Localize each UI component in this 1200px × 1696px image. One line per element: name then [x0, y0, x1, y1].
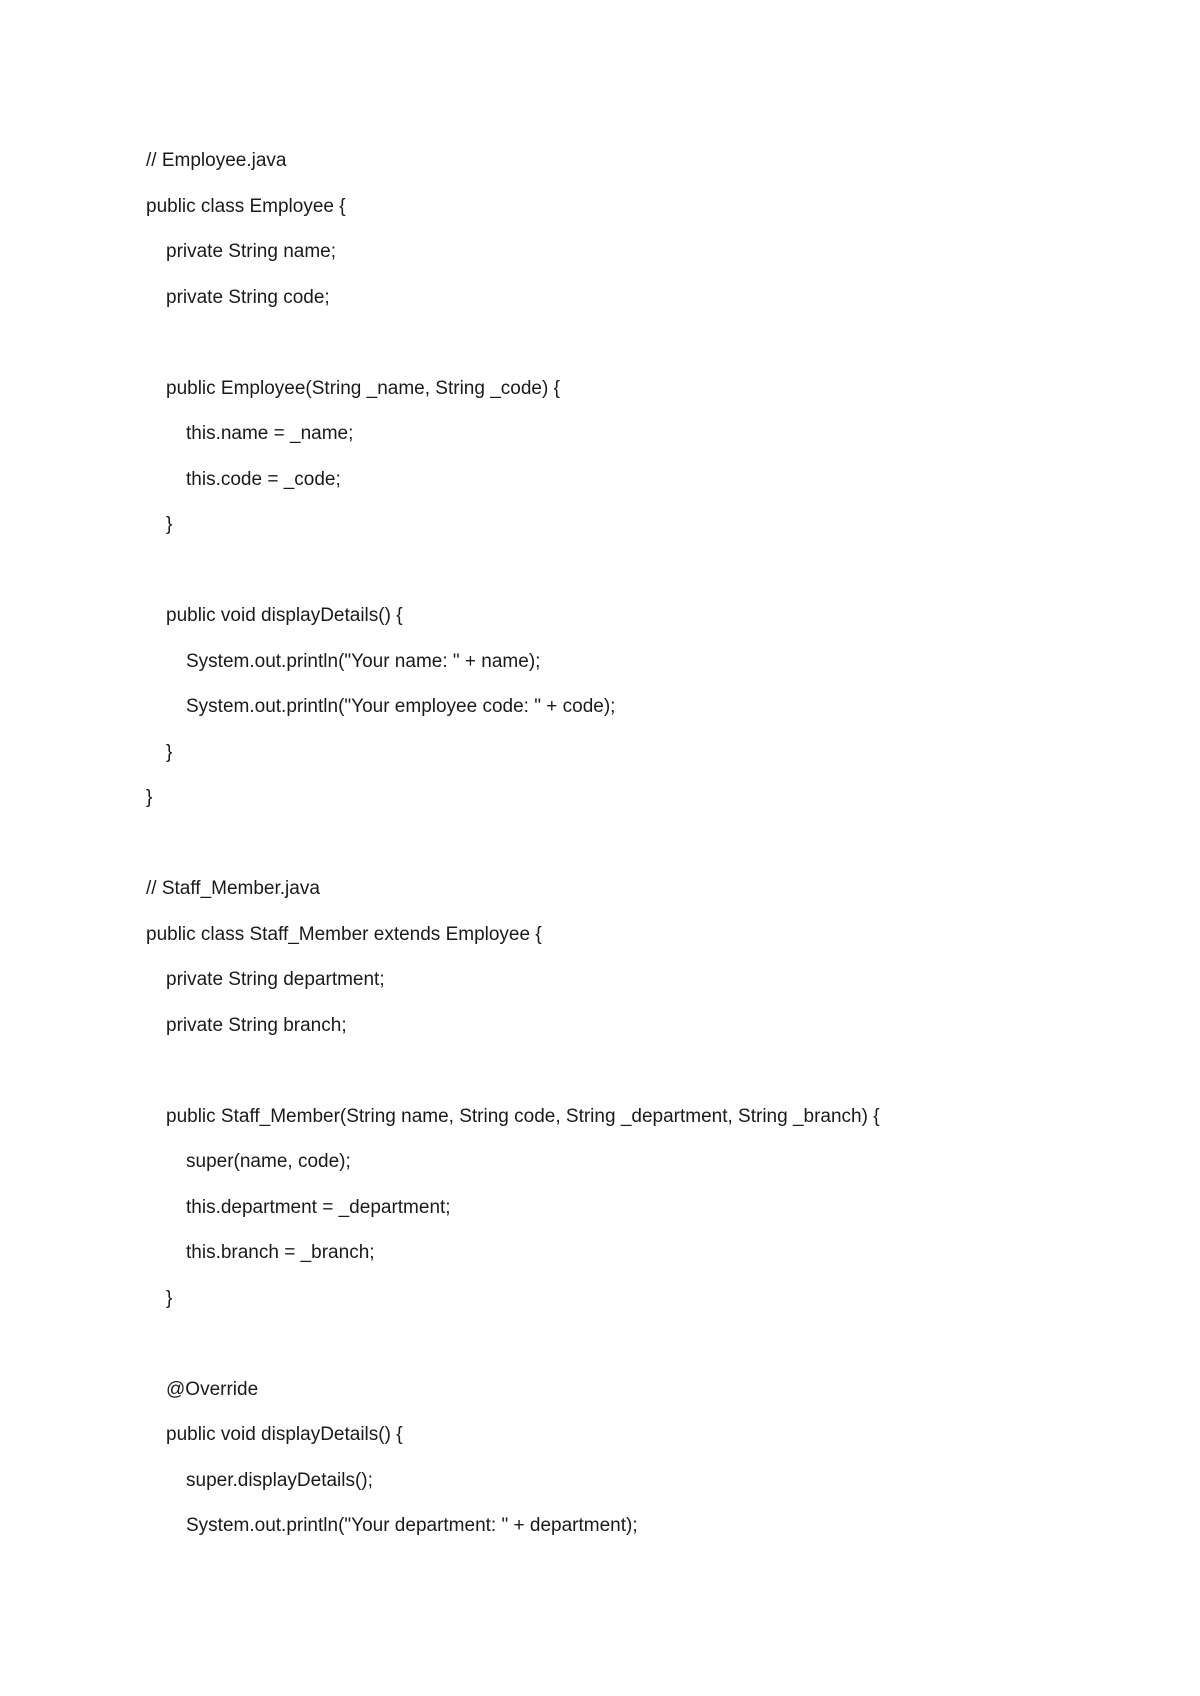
code-line: private String branch; [166, 1014, 347, 1036]
code-line: @Override [166, 1378, 259, 1400]
code-line: // Staff_Member.java [146, 878, 320, 899]
code-line: } [166, 1287, 173, 1309]
code-line: System.out.println("Your name: " + name); [186, 650, 541, 672]
code-line: } [166, 741, 173, 763]
blank-line [146, 328, 1146, 374]
code-line: public class Staff_Member extends Employee { [146, 923, 542, 945]
code-listing [146, 146, 1146, 1557]
code-line: } [146, 787, 153, 808]
code-line: System.out.println("Your department: " + department); [186, 1515, 638, 1536]
code-line: System.out.println("Your employee code: " + code); [186, 696, 616, 717]
blank-line [146, 1329, 1146, 1375]
code-line: this.name = _name; [186, 423, 354, 444]
code-line: super.displayDetails(); [186, 1469, 373, 1491]
blank-line [146, 829, 1146, 875]
code-line: this.branch = _branch; [186, 1242, 375, 1263]
code-line: public class Employee { [146, 195, 346, 217]
code-line: public void displayDetails() { [166, 1424, 403, 1445]
code-line: public Staff_Member(String name, String code, String _department, String _branch) { [166, 1105, 880, 1127]
code-line: public Employee(String _name, String _code) { [166, 377, 560, 399]
code-line: this.department = _department; [186, 1196, 451, 1218]
blank-line [146, 556, 1146, 602]
code-line: } [166, 514, 173, 535]
code-line: this.code = _code; [186, 468, 341, 490]
code-line: // Employee.java [146, 150, 287, 171]
code-line: private String department; [166, 969, 385, 990]
blank-line [146, 1056, 1146, 1102]
code-line: private String name; [166, 241, 337, 262]
code-line: super(name, code); [186, 1151, 351, 1172]
code-line: public void displayDetails() { [166, 605, 403, 626]
code-line: private String code; [166, 286, 330, 308]
